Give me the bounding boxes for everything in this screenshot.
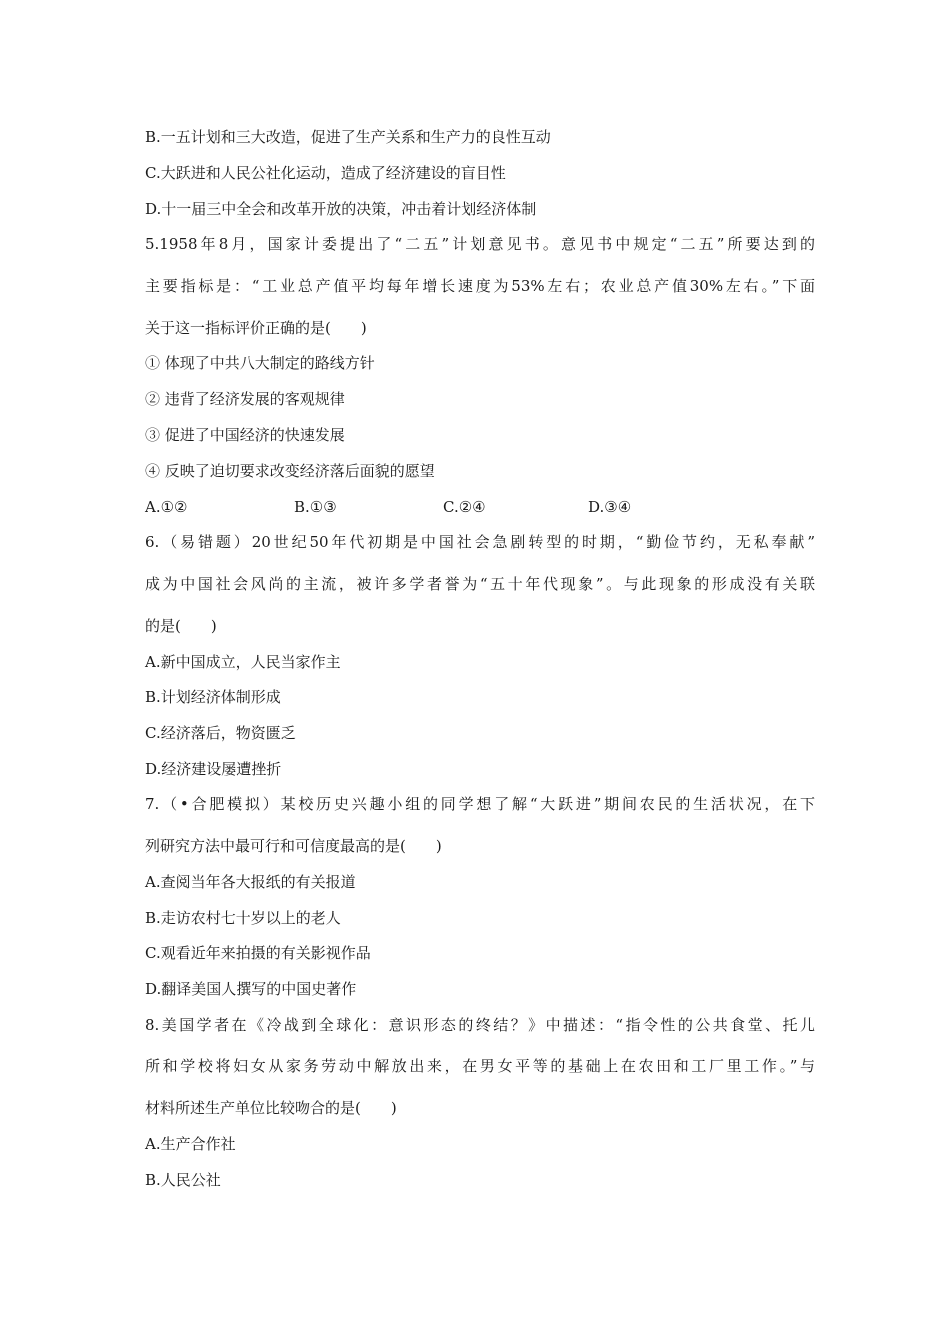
q4-option-d: D.十一届三中全会和改革开放的决策，冲击着计划经济体制 xyxy=(145,200,537,218)
q6-option-c: C.经济落后，物资匮乏 xyxy=(145,724,296,742)
q6-option-a: A.新中国成立，人民当家作主 xyxy=(145,653,341,671)
q5-options-row xyxy=(145,497,815,517)
q7-option-a: A.查阅当年各大报纸的有关报道 xyxy=(145,873,356,891)
q5-stem-line-1: 5.1958年8月，国家计委提出了“二五”计划意见书。意见书中规定“二五”所要达到的 xyxy=(145,235,815,253)
q6-option-d: D.经济建设屡遭挫折 xyxy=(145,760,282,778)
q7-option-c: C.观看近年来拍摄的有关影视作品 xyxy=(145,944,371,962)
q8-stem-line-2: 所和学校将妇女从家务劳动中解放出来，在男女平等的基础上在农田和工厂里工作。”与 xyxy=(145,1057,815,1075)
q5-option-d: D.③④ xyxy=(588,498,632,516)
q8-stem-line-3: 材料所述生产单位比较吻合的是( ) xyxy=(145,1099,397,1117)
q6-stem-line-2: 成为中国社会风尚的主流，被许多学者誉为“五十年代现象”。与此现象的形成没有关联 xyxy=(145,575,815,593)
q6-stem-line-3: 的是( ) xyxy=(145,617,217,635)
q5-option-a: A.①② xyxy=(145,498,188,516)
q6-stem-line-1: 6.（易错题）20世纪50年代初期是中国社会急剧转型的时期，“勤俭节约，无私奉献” xyxy=(145,533,815,551)
q4-option-c: C.大跃进和人民公社化运动，造成了经济建设的盲目性 xyxy=(145,164,506,182)
q8-stem-line-1: 8.美国学者在《冷战到全球化：意识形态的终结？》中描述：“指令性的公共食堂、托儿 xyxy=(145,1016,815,1034)
q5-stem-line-3: 关于这一指标评价正确的是( ) xyxy=(145,319,367,337)
q5-option-b: B.①③ xyxy=(294,498,337,516)
q7-option-b: B.走访农村七十岁以上的老人 xyxy=(145,909,341,927)
q4-option-b: B.一五计划和三大改造，促进了生产关系和生产力的良性互动 xyxy=(145,128,551,146)
q7-option-d: D.翻译美国人撰写的中国史著作 xyxy=(145,980,357,998)
q5-stem-line-2: 主要指标是：“工业总产值平均每年增长速度为53%左右；农业总产值30%左右。”下面 xyxy=(145,277,815,295)
q6-option-b: B.计划经济体制形成 xyxy=(145,688,281,706)
q5-item-2: ② 违背了经济发展的客观规律 xyxy=(145,390,345,408)
q5-item-1: ① 体现了中共八大制定的路线方针 xyxy=(145,354,375,372)
q5-item-3: ③ 促进了中国经济的快速发展 xyxy=(145,426,345,444)
q8-option-b: B.人民公社 xyxy=(145,1171,221,1189)
q5-option-c: C.②④ xyxy=(443,498,486,516)
q7-stem-line-1: 7.（•合肥模拟）某校历史兴趣小组的同学想了解“大跃进”期间农民的生活状况，在下 xyxy=(145,795,815,813)
q5-item-4: ④ 反映了迫切要求改变经济落后面貌的愿望 xyxy=(145,462,435,480)
q8-option-a: A.生产合作社 xyxy=(145,1135,236,1153)
q7-stem-line-2: 列研究方法中最可行和可信度最高的是( ) xyxy=(145,837,442,855)
